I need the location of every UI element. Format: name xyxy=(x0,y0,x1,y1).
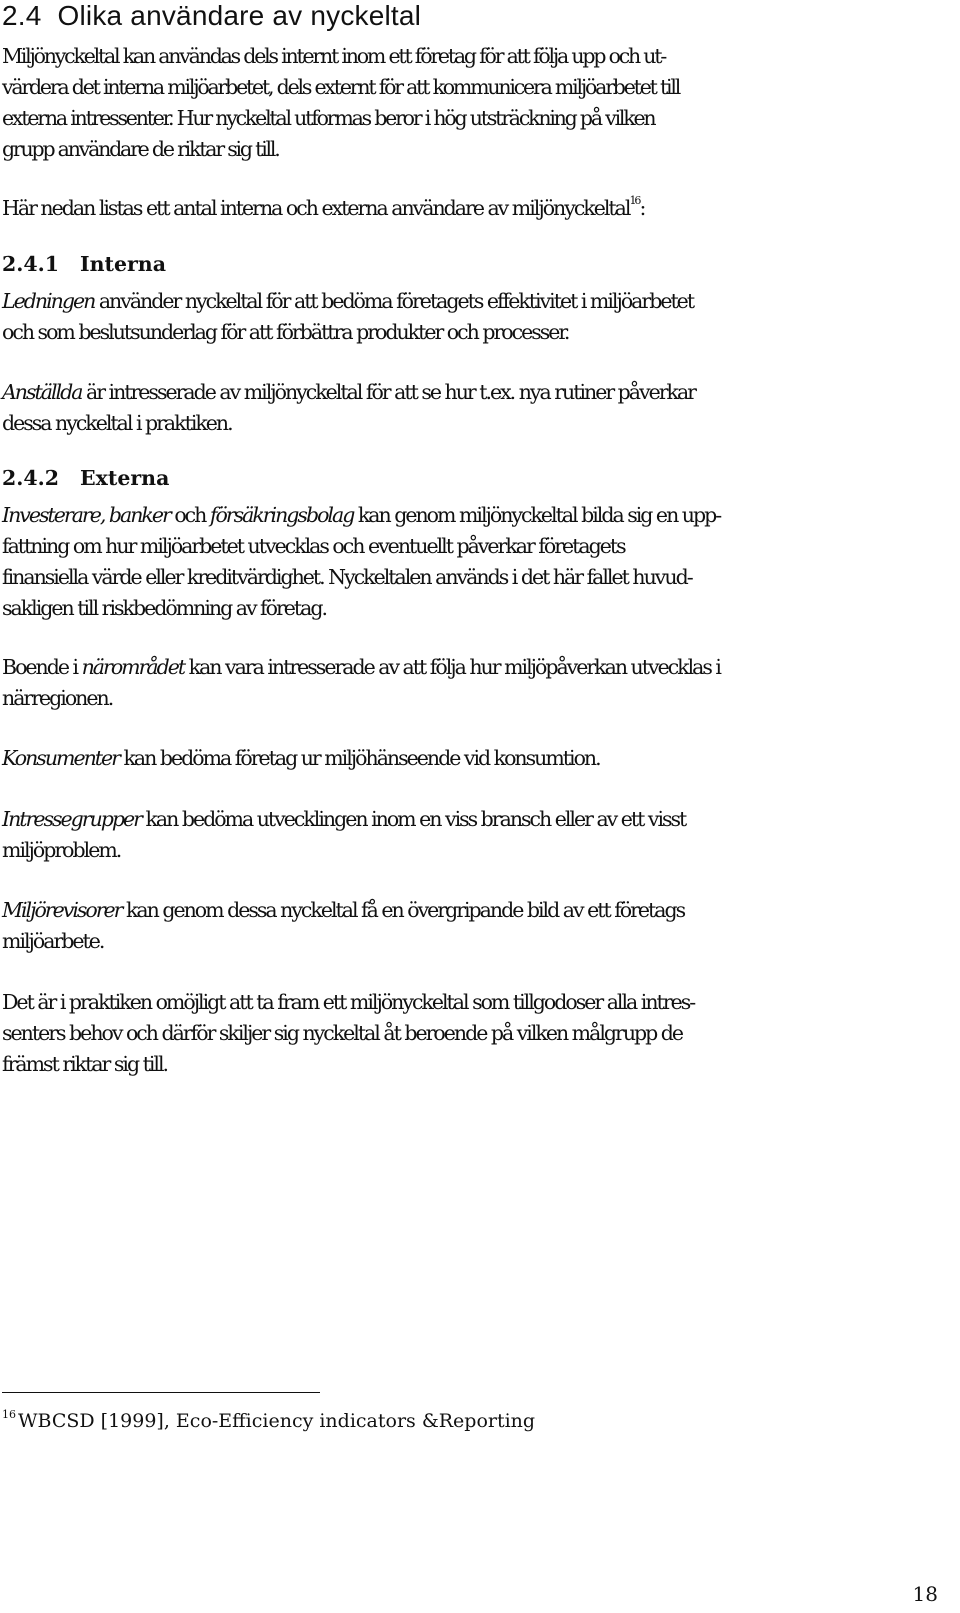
intro-line: värdera det interna miljöarbetet, dels externt för att kommunicera miljöarbetet till xyxy=(2,75,680,99)
subsection-heading-internal xyxy=(2,249,166,280)
paragraph-text: använder nyckeltal för att bedöma företagets effektivitet i miljöarbetet xyxy=(94,289,694,313)
listing-text: Här nedan listas ett antal interna och externa användare av miljönyckeltal xyxy=(2,196,630,220)
term-investors-banks: Investerare, banker xyxy=(2,503,170,527)
paragraph-text: och som beslutsunderlag för att förbättra produkter och processer. xyxy=(2,320,569,344)
term-konsumenter: Konsumenter xyxy=(2,746,119,770)
paragraph-text: finansiella värde eller kreditvärdighet. Nyckeltalen används i det här fallet huvud- xyxy=(2,565,692,589)
conclusion-line: Det är i praktiken omöjligt att ta fram ett miljönyckeltal som tillgodoser alla intres- xyxy=(2,990,695,1014)
paragraph-text: miljöproblem. xyxy=(2,838,121,862)
paragraph-boende xyxy=(2,652,942,714)
page-number: 18 xyxy=(912,1582,938,1606)
intro-paragraph xyxy=(2,41,942,165)
subsection-title: Interna xyxy=(80,252,166,276)
paragraph-text: är intresserade av miljönyckeltal för att se hur t.ex. nya rutiner påverkar xyxy=(81,380,695,404)
paragraph-text: närregionen. xyxy=(2,686,113,710)
section-heading xyxy=(2,0,421,32)
conclusion-paragraph xyxy=(2,987,942,1080)
intro-line: externa intressenter. Hur nyckeltal utformas beror i hög utsträckning på vilken xyxy=(2,106,655,130)
paragraph-text: kan bedöma företag ur miljöhänseende vid konsumtion. xyxy=(118,746,600,770)
subsection-number: 2.4.1 xyxy=(2,252,60,276)
footnote-reference[interactable]: 16 xyxy=(629,194,640,207)
paragraph-miljorevisorer xyxy=(2,895,942,957)
paragraph-text: fattning om hur miljöarbetet utvecklas och eventuellt påverkar företagets xyxy=(2,534,625,558)
intro-line: Miljönyckeltal kan användas dels internt inom ett företag för att följa upp och ut- xyxy=(2,44,666,68)
subsection-title: Externa xyxy=(80,466,170,490)
listing-paragraph xyxy=(2,193,942,224)
paragraph-text: kan genom miljönyckeltal bilda sig en upp- xyxy=(353,503,721,527)
term-anstallda: Anställda xyxy=(2,380,82,404)
intro-line: grupp användare de riktar sig till. xyxy=(2,137,279,161)
paragraph-text: dessa nyckeltal i praktiken. xyxy=(2,411,232,435)
conclusion-line: senters behov och därför skiljer sig nyckeltal åt beroende på vilken målgrupp de xyxy=(2,1021,683,1045)
paragraph-text: kan vara intresserade av att följa hur miljöpåverkan utvecklas i xyxy=(184,655,720,679)
conclusion-line: främst riktar sig till. xyxy=(2,1052,168,1076)
paragraph-text: kan genom dessa nyckeltal få en övergripande bild av ett företags xyxy=(121,898,685,922)
section-number: 2.4 xyxy=(2,0,42,31)
section-title: Olika användare av nyckeltal xyxy=(57,0,422,31)
term-insurers: försäkringsbolag xyxy=(209,503,354,527)
footnote-marker: 16 xyxy=(2,1408,16,1421)
term-miljorevisorer: Miljörevisorer xyxy=(2,898,122,922)
term-intressegrupper: Intressegrupper xyxy=(2,807,141,831)
paragraph-investors xyxy=(2,500,942,624)
footnote-divider xyxy=(2,1392,320,1393)
paragraph-text: kan bedöma utvecklingen inom en viss bransch eller av ett visst xyxy=(140,807,686,831)
listing-suffix: : xyxy=(639,196,645,220)
paragraph-text: miljöarbete. xyxy=(2,929,104,953)
paragraph-text: sakligen till riskbedömning av företag. xyxy=(2,596,327,620)
footnote-text: WBCSD [1999], Eco-Efficiency indicators &Reporting xyxy=(18,1410,536,1432)
paragraph-ledningen xyxy=(2,286,942,348)
paragraph-intressegrupper xyxy=(2,804,942,866)
paragraph-anstallda xyxy=(2,377,942,439)
subsection-heading-external xyxy=(2,463,169,494)
subsection-number: 2.4.2 xyxy=(2,466,60,490)
paragraph-text: Boende i xyxy=(2,655,82,679)
term-ledningen: Ledningen xyxy=(2,289,95,313)
paragraph-text: och xyxy=(169,503,210,527)
footnote xyxy=(2,1408,535,1434)
paragraph-konsumenter xyxy=(2,743,942,774)
term-naromradet: närområdet xyxy=(81,655,185,679)
